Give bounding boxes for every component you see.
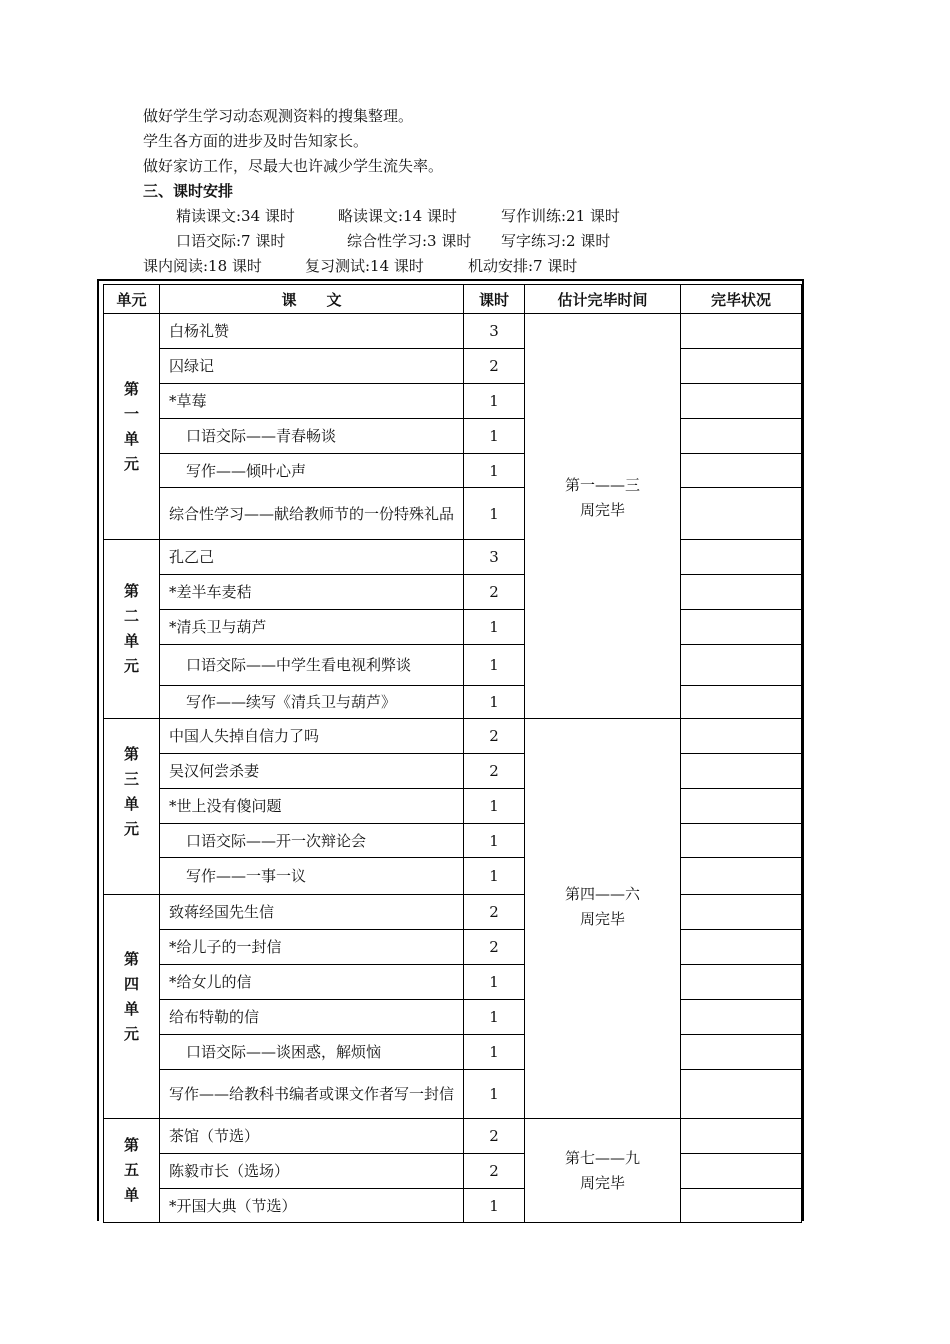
table-row xyxy=(104,419,802,454)
lesson-cell: 囚绿记 xyxy=(160,349,464,384)
header-hours: 课时 xyxy=(464,285,525,314)
table-row xyxy=(104,384,802,419)
table-row xyxy=(104,895,802,930)
lesson-cell: 中国人失掉自信力了吗 xyxy=(160,719,464,754)
status-cell[interactable] xyxy=(681,419,802,454)
table-row xyxy=(104,754,802,789)
status-cell[interactable] xyxy=(681,930,802,965)
status-cell[interactable] xyxy=(681,858,802,895)
table-row xyxy=(104,824,802,858)
hours-cell: 2 xyxy=(464,349,525,384)
table-row xyxy=(104,540,802,575)
schedule-item: 复习测试:14 课时 xyxy=(305,257,424,275)
hours-cell: 1 xyxy=(464,384,525,419)
header-status: 完毕状况 xyxy=(681,285,802,314)
table-row xyxy=(104,488,802,540)
hours-cell: 2 xyxy=(464,1154,525,1189)
status-cell[interactable] xyxy=(681,719,802,754)
unit-cell-1: 第 一 单 元 xyxy=(104,314,160,540)
header-time: 估计完毕时间 xyxy=(525,285,681,314)
hours-cell: 2 xyxy=(464,754,525,789)
status-cell[interactable] xyxy=(681,1119,802,1154)
status-cell[interactable] xyxy=(681,1154,802,1189)
intro-line-1: 做好学生学习动态观测资料的搜集整理。 xyxy=(143,107,414,125)
lesson-cell: 吴汉何尝杀妻 xyxy=(160,754,464,789)
lesson-cell: 孔乙己 xyxy=(160,540,464,575)
table-row xyxy=(104,686,802,719)
table-row xyxy=(104,1035,802,1070)
table-row xyxy=(104,1154,802,1189)
status-cell[interactable] xyxy=(681,754,802,789)
table-row xyxy=(104,349,802,384)
lesson-cell: 口语交际——青春畅谈 xyxy=(160,419,464,454)
status-cell[interactable] xyxy=(681,1000,802,1035)
status-cell[interactable] xyxy=(681,686,802,719)
schedule-item: 综合性学习:3 课时 xyxy=(347,232,472,250)
table-row xyxy=(104,1189,802,1223)
hours-cell: 1 xyxy=(464,610,525,645)
table-row xyxy=(104,314,802,349)
hours-cell: 1 xyxy=(464,1035,525,1070)
header-lesson: 课 文 xyxy=(160,285,464,314)
hours-cell: 1 xyxy=(464,686,525,719)
status-cell[interactable] xyxy=(681,895,802,930)
table-row xyxy=(104,1070,802,1119)
status-cell[interactable] xyxy=(681,488,802,540)
hours-cell: 1 xyxy=(464,645,525,686)
lesson-cell: 写作——一事一议 xyxy=(160,858,464,895)
hours-cell: 2 xyxy=(464,719,525,754)
intro-line-3: 做好家访工作，尽最大也许减少学生流失率。 xyxy=(143,157,444,175)
status-cell[interactable] xyxy=(681,384,802,419)
status-cell[interactable] xyxy=(681,965,802,1000)
status-cell[interactable] xyxy=(681,454,802,488)
lesson-cell: 综合性学习——献给教师节的一份特殊礼品 xyxy=(160,488,464,540)
schedule-item: 课内阅读:18 课时 xyxy=(143,257,262,275)
lesson-cell: *开国大典（节选） xyxy=(160,1189,464,1223)
lesson-cell: *世上没有傻问题 xyxy=(160,789,464,824)
table-row xyxy=(104,789,802,824)
hours-cell: 1 xyxy=(464,1189,525,1223)
time-cell-1: 第一——三 周完毕 xyxy=(525,314,681,719)
unit-cell-2: 第 二 单 元 xyxy=(104,540,160,719)
lesson-cell: 口语交际——谈困惑，解烦恼 xyxy=(160,1035,464,1070)
table-row xyxy=(104,930,802,965)
schedule-item: 精读课文:34 课时 xyxy=(176,207,295,225)
header-unit: 单元 xyxy=(104,285,160,314)
time-cell-2: 第四——六 周完毕 xyxy=(525,719,681,1119)
lesson-cell: *清兵卫与葫芦 xyxy=(160,610,464,645)
lesson-cell: 给布特勒的信 xyxy=(160,1000,464,1035)
table-row xyxy=(104,454,802,488)
table-row xyxy=(104,610,802,645)
hours-cell: 1 xyxy=(464,488,525,540)
hours-cell: 1 xyxy=(464,965,525,1000)
status-cell[interactable] xyxy=(681,575,802,610)
hours-cell: 1 xyxy=(464,824,525,858)
lesson-cell: 写作——给教科书编者或课文作者写一封信 xyxy=(160,1070,464,1119)
lesson-plan-table xyxy=(103,284,802,1223)
status-cell[interactable] xyxy=(681,645,802,686)
hours-cell: 2 xyxy=(464,930,525,965)
table-row xyxy=(104,965,802,1000)
lesson-cell: 陈毅市长（选场） xyxy=(160,1154,464,1189)
lesson-cell: 致蒋经国先生信 xyxy=(160,895,464,930)
lesson-cell: 茶馆（节选） xyxy=(160,1119,464,1154)
unit-cell-4: 第 四 单 元 xyxy=(104,895,160,1119)
table-header-row xyxy=(104,285,802,314)
table-row xyxy=(104,719,802,754)
status-cell[interactable] xyxy=(681,540,802,575)
hours-cell: 3 xyxy=(464,314,525,349)
lesson-cell: 口语交际——开一次辩论会 xyxy=(160,824,464,858)
table-row xyxy=(104,575,802,610)
unit-cell-3: 第 三 单 元 xyxy=(104,719,160,895)
lesson-cell: 口语交际——中学生看电视利弊谈 xyxy=(160,645,464,686)
status-cell[interactable] xyxy=(681,349,802,384)
lesson-cell: *差半车麦秸 xyxy=(160,575,464,610)
hours-cell: 1 xyxy=(464,1000,525,1035)
hours-cell: 1 xyxy=(464,789,525,824)
table-row xyxy=(104,858,802,895)
status-cell[interactable] xyxy=(681,1035,802,1070)
unit-cell-5: 第 五 单 xyxy=(104,1119,160,1223)
table-row xyxy=(104,645,802,686)
schedule-item: 机动安排:7 课时 xyxy=(468,257,578,275)
lesson-cell: *给儿子的一封信 xyxy=(160,930,464,965)
hours-cell: 2 xyxy=(464,895,525,930)
status-cell[interactable] xyxy=(681,314,802,349)
hours-cell: 1 xyxy=(464,858,525,895)
section-title: 三、课时安排 xyxy=(143,182,234,200)
status-cell[interactable] xyxy=(681,610,802,645)
hours-cell: 1 xyxy=(464,419,525,454)
hours-cell: 2 xyxy=(464,575,525,610)
status-cell[interactable] xyxy=(681,1070,802,1119)
schedule-item: 写字练习:2 课时 xyxy=(501,232,611,250)
time-cell-3: 第七——九 周完毕 xyxy=(525,1119,681,1223)
lesson-cell: 白杨礼赞 xyxy=(160,314,464,349)
hours-cell: 2 xyxy=(464,1119,525,1154)
lesson-cell: 写作——倾叶心声 xyxy=(160,454,464,488)
status-cell[interactable] xyxy=(681,824,802,858)
hours-cell: 1 xyxy=(464,454,525,488)
status-cell[interactable] xyxy=(681,1189,802,1223)
lesson-cell: *给女儿的信 xyxy=(160,965,464,1000)
lesson-cell: *草莓 xyxy=(160,384,464,419)
schedule-item: 写作训练:21 课时 xyxy=(501,207,620,225)
status-cell[interactable] xyxy=(681,789,802,824)
hours-cell: 3 xyxy=(464,540,525,575)
table-row xyxy=(104,1119,802,1154)
schedule-item: 口语交际:7 课时 xyxy=(176,232,286,250)
schedule-item: 略读课文:14 课时 xyxy=(338,207,457,225)
table-row xyxy=(104,1000,802,1035)
lesson-cell: 写作——续写《清兵卫与葫芦》 xyxy=(160,686,464,719)
hours-cell: 1 xyxy=(464,1070,525,1119)
intro-line-2: 学生各方面的进步及时告知家长。 xyxy=(143,132,369,150)
